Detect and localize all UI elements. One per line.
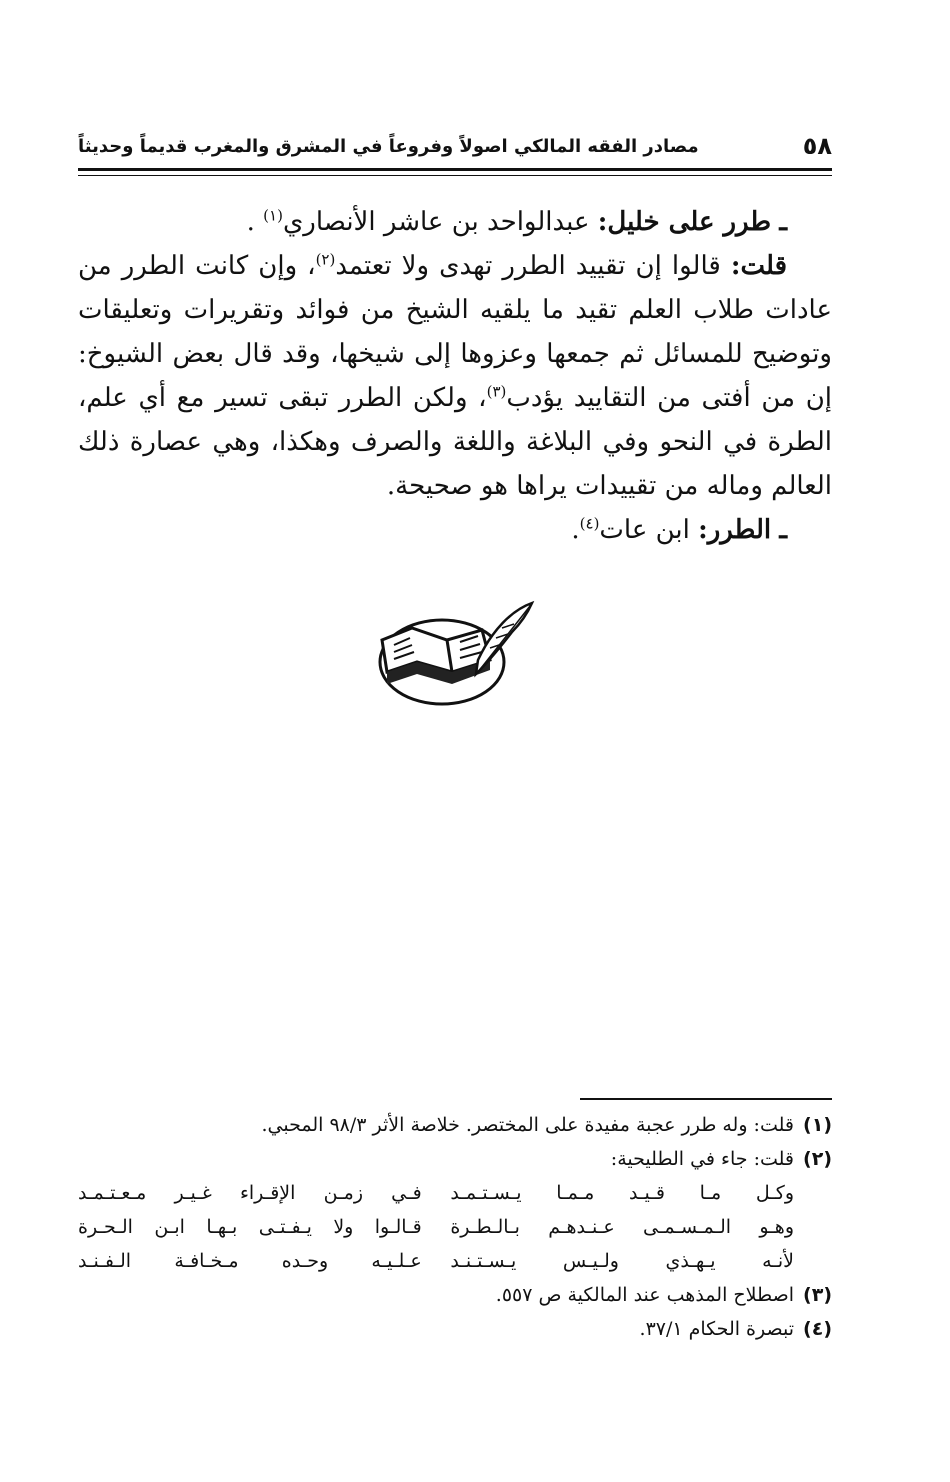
main-text — [78, 200, 832, 552]
footnote-ref: (٢) — [315, 250, 336, 269]
footnote-rule — [580, 1098, 832, 1100]
paragraph-line: عادات طلاب العلم تقيد ما يلقيه الشيخ من فوائد وتقريرات وتعليقات — [78, 295, 832, 325]
verse-first-half: وكـل مـا قـيـد مـمـا يـسـتـمـد — [450, 1182, 794, 1204]
poem — [78, 1176, 832, 1278]
paragraph-line: وتوضيح للمسائل ثم جمعها وعزوها إلى شيخها، وقد قال بعض الشيوخ: — [78, 339, 832, 369]
entry-tarar: ـ الطرر: ابن عات$^{(٤)}$. — [571, 514, 787, 545]
qultu-label: قلت: — [730, 251, 788, 281]
footnote-1: (١) قلت: وله طرر عجبة مفيدة على المختصر. خلاصة الأثر ٩٨/٣ المحبي. — [261, 1114, 832, 1136]
footnote-4: (٤) تبصرة الحكام ٣٧/١. — [639, 1318, 832, 1340]
header-rule-thin — [78, 175, 832, 176]
paragraph-line: إن من أفتى من التقاييد يؤدب$^{(٣)}$، ولكن الطرر تبقى تسير مع أي علم، — [78, 382, 833, 413]
entry-khalil: ـ طرر على خليل: عبدالواحد بن عاشر الأنصاري$^{(١)}$ . — [246, 206, 787, 237]
verse-second-half: عـلـيـه وحـده مـخـافـة الـفـنـد — [78, 1250, 422, 1272]
footnote-ref: (٣) — [486, 382, 507, 401]
footnote-ref: (١) — [263, 206, 283, 225]
paragraph-line: العالم وماله من تقييدات يراها هو صحيحة. — [386, 471, 832, 501]
entry-label: طرر على خليل: — [597, 207, 772, 237]
poem-verse — [78, 1176, 794, 1210]
paragraph-line: قلت: قالوا إن تقييد الطرر تهدى ولا تعتمد$^{(٢)}$، وإن كانت الطرر من — [78, 250, 788, 281]
footnotes — [78, 1108, 832, 1346]
footnote-2: (٢) قلت: جاء في الطليحية: — [610, 1148, 832, 1170]
verse-first-half: لأنـه يـهـذي ولـيـس يـسـتـنـد — [450, 1250, 794, 1272]
verse-second-half: فـي زمـن الإقـراء غـيـر مـعـتـمـد — [78, 1182, 422, 1204]
verse-first-half: وهـو الـمـسـمـى عـنـدهـم بـالـطـرة — [450, 1216, 794, 1238]
page-header — [78, 128, 832, 164]
entry-label: الطرر: — [698, 515, 772, 545]
verse-second-half: قـالـوا ولا يـفـتـى بـهـا ابـن الـحـرة — [78, 1216, 422, 1238]
footnote-ref: (٤) — [579, 514, 600, 533]
page-number: ٥٨ — [802, 132, 832, 160]
paragraph-line: الطرة في النحو وفي البلاغة واللغة والصرف وهكذا، وهي عصارة ذلك — [78, 427, 832, 457]
footnote-3: (٣) اصطلاح المذهب عند المالكية ص ٥٥٧. — [495, 1284, 832, 1306]
header-rule-thick — [78, 168, 832, 171]
running-title: مصادر الفقه المالكي اصولاً وفروعاً في المشرق والمغرب قديماً وحديثاً — [78, 135, 699, 157]
poem-verse — [78, 1210, 794, 1244]
book-quill-icon — [372, 600, 537, 715]
poem-verse — [78, 1244, 794, 1278]
